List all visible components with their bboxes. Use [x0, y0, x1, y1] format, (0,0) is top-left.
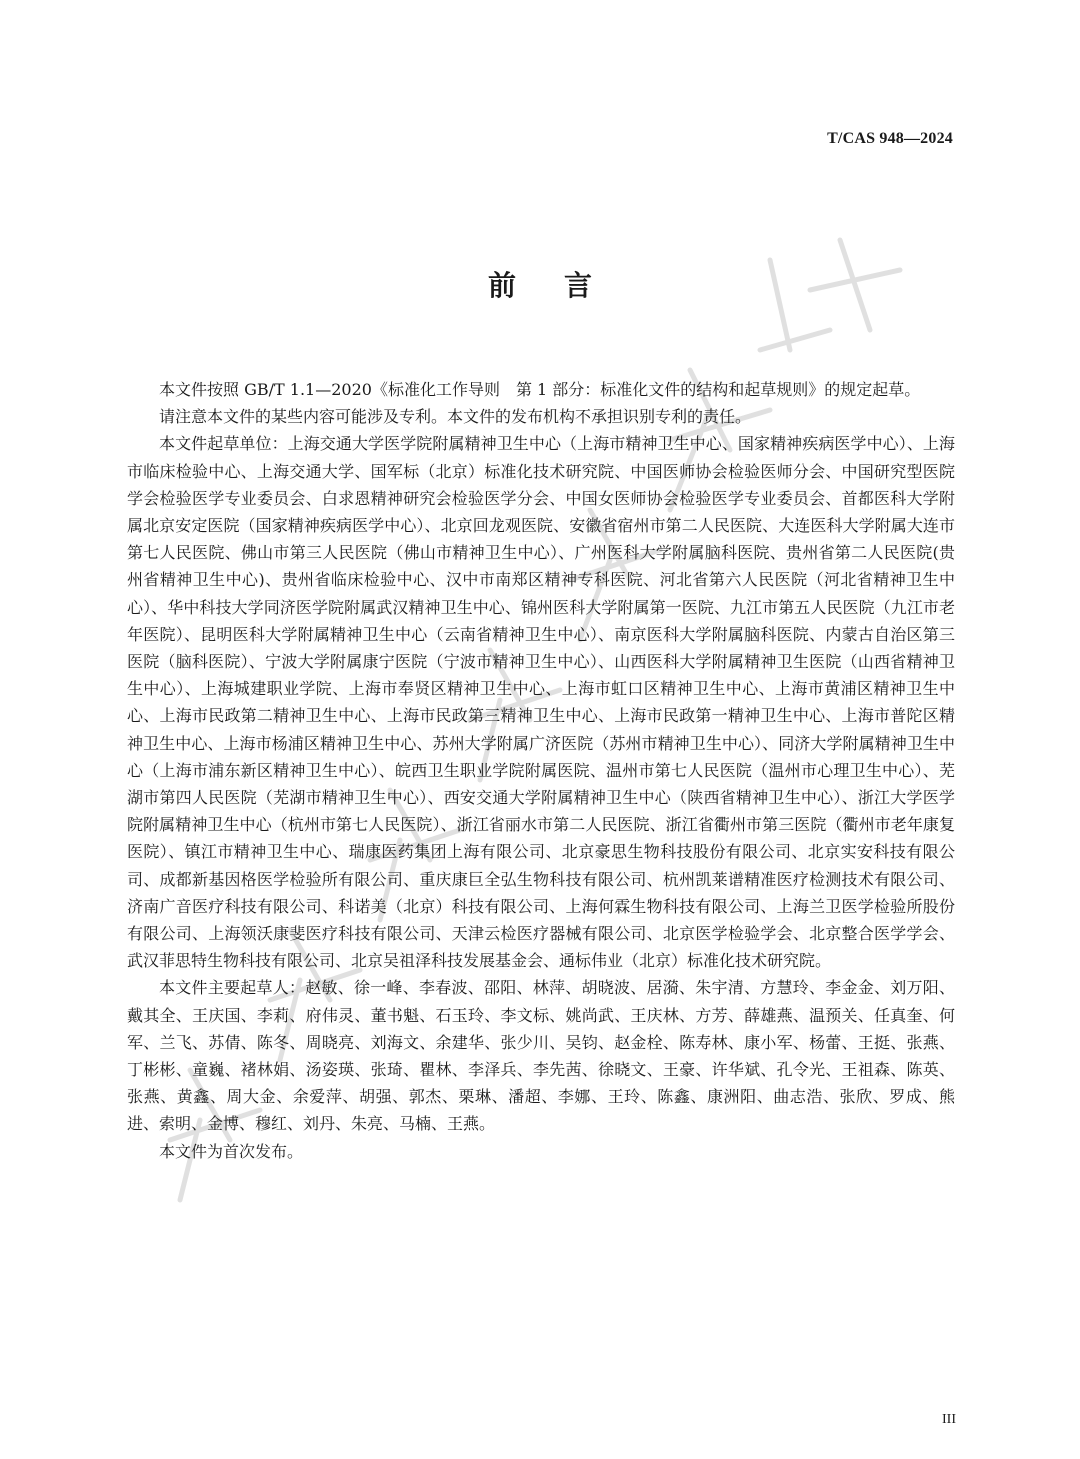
paragraph-patent-notice: 请注意本文件的某些内容可能涉及专利。本文件的发布机构不承担识别专利的责任。: [159, 407, 752, 427]
page-title: 前言: [487, 269, 640, 302]
paragraph-drafting-units: 本文件起草单位：上海交通大学医学院附属精神卫生中心（上海市精神卫生中心、国家精神疾病医学中心）、上海市临床检验中心、上海交通大学、国军标（北京）标准化技术研究院、中国医师协会检验医师分会、中国研究型医院学会检验医学专业委员会、白求恩精神研究会检验医学分会、中国女医师协会检验医学专业委员会、首都医科大学附属北京安定医院（国家精神疾病医学中心）、北京回龙观医院、安徽省宿州市第二人民医院、大连医科大学附属大连市第七人民医院、佛山市第三人民医院（佛山市精神卫生中心）、广州医科大学附属脑科医院、贵州省第二人民医院(贵州省精神卫生中心)、贵州省临床检验中心、汉中市南郑区精神专科医院、河北省第六人民医院（河北省精神卫生中心）、华中科技大学同济医学院附属武汉精神卫生中心、锦州医科大学附属第一医院、九江市第五人民医院（九江市老年医院）、昆明医科大学附属精神卫生中心（云南省精神卫生中心）、南京医科大学附属脑科医院、内蒙古自治区第三医院（脑科医院）、宁波大学附属康宁医院（宁波市精神卫生中心）、山西医科大学附属精神卫生医院（山西省精神卫生中心）、上海城建职业学院、上海市奉贤区精神卫生中心、上海市虹口区精神卫生中心、上海市黄浦区精神卫生中心、上海市民政第二精神卫生中心、上海市民政第三精神卫生中心、上海市民政第一精神卫生中心、上海市普陀区精神卫生中心、上海市杨浦区精神卫生中心、苏州大学附属广济医院（苏州市精神卫生中心）、同济大学附属精神卫生中心（上海市浦东新区精神卫生中心）、皖西卫生职业学院附属医院、温州市第七人民医院（温州市心理卫生中心）、芜湖市第四人民医院（芜湖市精神卫生中心）、西安交通大学附属精神卫生中心（陕西省精神卫生中心）、浙江大学医学院附属精神卫生中心（杭州市第七人民医院）、浙江省丽水市第二人民医院、浙江省衢州市第三医院（衢州市老年康复医院）、镇江市精神卫生中心、瑞康医药集团上海有限公司、北京豪思生物科技股份有限公司、北京实安科技有限公司、成都新基因格医学检验所有限公司、重庆康巨全弘生物科技有限公司、杭州凯莱谱精准医疗检测技术有限公司、济南广音医疗科技有限公司、科诺美（北京）科技有限公司、上海何霖生物科技有限公司、上海兰卫医学检验所股份有限公司、上海领沃康斐医疗科技有限公司、天津云检医疗器械有限公司、北京医学检验学会、北京整合医学学会、武汉菲思特生物科技有限公司、北京吴祖泽科技发展基金会、通标伟业（北京）标准化技术研究院。: [127, 434, 955, 971]
page-number: III: [942, 1412, 956, 1427]
foreword-body: [127, 376, 955, 1165]
paragraph-first-release: 本文件为首次发布。: [159, 1141, 304, 1161]
paragraph-drafting-rules: 本文件按照 GB/T 1.1—2020《标准化工作导则 第 1 部分：标准化文件的结构和起草规则》的规定起草。: [159, 380, 921, 399]
paragraph-drafters: 本文件主要起草人：赵敏、徐一峰、李春波、邵阳、林萍、胡晓波、居漪、朱宇清、方慧玲、李金金、刘万阳、戴其全、王庆国、李莉、府伟灵、董书魁、石玉玲、李文标、姚尚武、王庆林、方芳、薛雄燕、温预关、任真奎、何军、兰飞、苏倩、陈冬、周晓亮、刘海文、余建华、张少川、吴钧、赵金栓、陈寿林、康小军、杨蕾、王挺、张燕、丁彬彬、童巍、褚林娟、汤姿瑛、张琦、瞿林、李泽兵、李先茜、徐晓文、王豪、许华斌、孔令光、王祖森、陈英、张燕、黄鑫、周大金、余爱萍、胡强、郭杰、栗琳、潘超、李娜、王玲、陈鑫、康洲阳、曲志浩、张欣、罗成、熊进、索明、金博、穆红、刘丹、朱亮、马楠、王燕。: [127, 978, 955, 1134]
document-number: T/CAS 948—2024: [827, 130, 953, 147]
